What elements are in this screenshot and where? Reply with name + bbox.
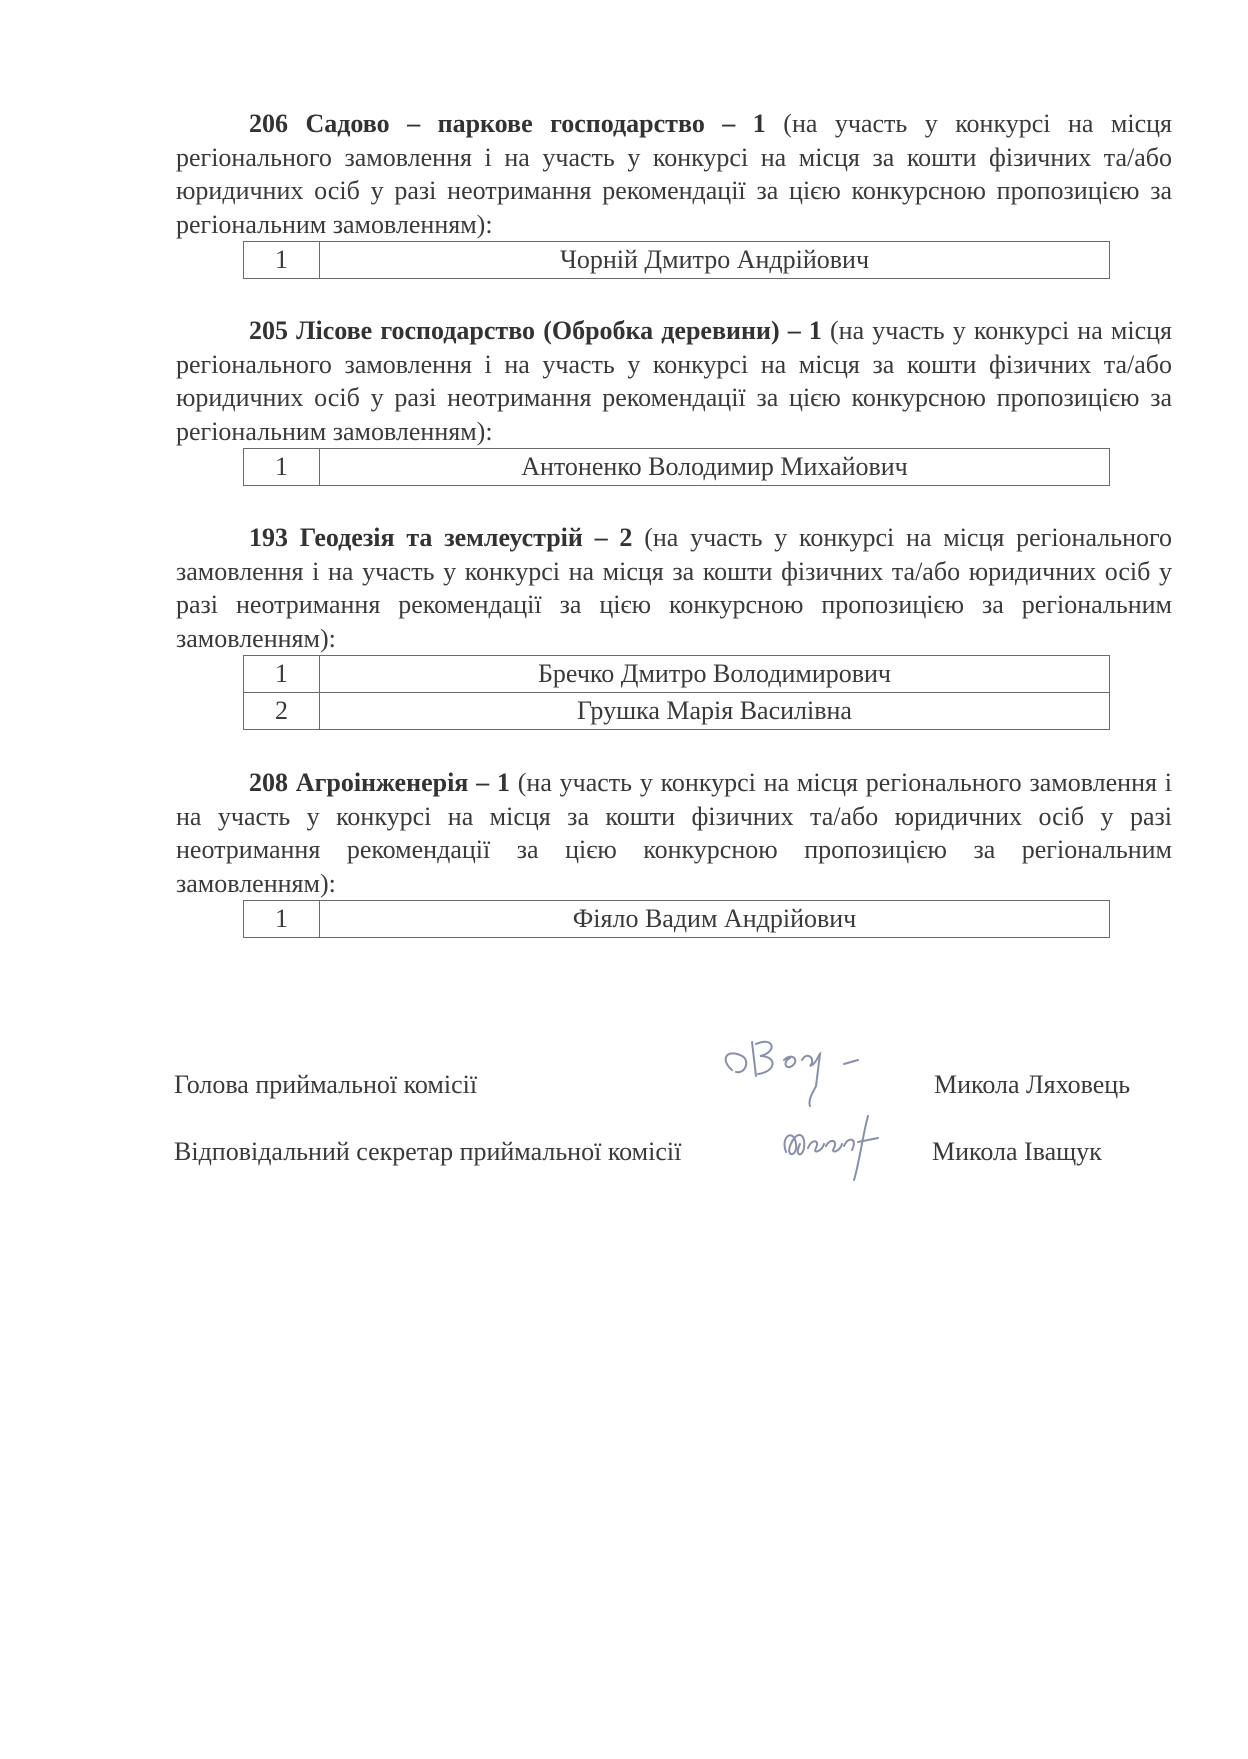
row-number: 1 xyxy=(244,449,320,486)
specialty-paragraph xyxy=(176,314,1172,448)
signature-block-secretary xyxy=(0,1137,1248,1177)
table-row xyxy=(244,693,1110,730)
signatory-role: Відповідальний секретар приймальної комісії xyxy=(174,1137,682,1166)
applicant-name: Чорній Дмитро Андрійович xyxy=(320,242,1110,279)
applicants-table xyxy=(243,448,1110,486)
specialty-paragraph xyxy=(176,521,1172,655)
applicants-table xyxy=(243,655,1110,730)
handwritten-signature-secretary xyxy=(778,1108,898,1188)
specialty-section-208 xyxy=(176,766,1172,938)
specialty-heading: 206 Садово – паркове господарство – 1 xyxy=(249,109,766,138)
signature-block-chair xyxy=(0,1070,1248,1110)
row-number: 1 xyxy=(244,656,320,693)
row-number: 1 xyxy=(244,901,320,938)
signatory-name: Микола Ляховець xyxy=(934,1070,1131,1099)
specialty-heading: 205 Лісове господарство (Обробка деревини) – 1 xyxy=(249,316,822,345)
signatory-role: Голова приймальної комісії xyxy=(174,1070,478,1099)
table-row xyxy=(244,656,1110,693)
table-row xyxy=(244,242,1110,279)
applicants-table xyxy=(243,900,1110,938)
applicant-name: Грушка Марія Василівна xyxy=(320,693,1110,730)
specialty-description: (на участь у конкурсі на місця регіонального замовлення і на участь у конкурсі на місця за кошти фізичних та/або юридичних осіб у разі неотримання рекомендації за цією конкурсною пропозицією за регіональним замовленням): xyxy=(176,523,1172,653)
specialty-paragraph xyxy=(176,107,1172,241)
applicant-name: Фіяло Вадим Андрійович xyxy=(320,901,1110,938)
specialty-paragraph xyxy=(176,766,1172,900)
handwritten-signature-chair xyxy=(712,1030,882,1110)
table-row xyxy=(244,901,1110,938)
specialty-section-206 xyxy=(176,107,1172,279)
applicant-name: Бречко Дмитро Володимирович xyxy=(320,656,1110,693)
specialty-description: (на участь у конкурсі на місця регіонального замовлення і на участь у конкурсі на місця за кошти фізичних та/або юридичних осіб у разі неотримання рекомендації за цією конкурсною пропозицією за регіональним замовленням): xyxy=(176,109,1172,239)
specialty-description: (на участь у конкурсі на місця регіонального замовлення і на участь у конкурсі на місця за кошти фізичних та/або юридичних осіб у разі неотримання рекомендації за цією конкурсною пропозицією за регіональним замовленням): xyxy=(176,316,1172,446)
specialty-heading: 193 Геодезія та землеустрій – 2 xyxy=(249,523,633,552)
row-number: 2 xyxy=(244,693,320,730)
specialty-heading: 208 Агроінженерія – 1 xyxy=(249,768,510,797)
applicant-name: Антоненко Володимир Михайович xyxy=(320,449,1110,486)
signatory-name: Микола Іващук xyxy=(932,1137,1102,1166)
applicants-table xyxy=(243,241,1110,279)
row-number: 1 xyxy=(244,242,320,279)
specialty-description: (на участь у конкурсі на місця регіонального замовлення і на участь у конкурсі на місця за кошти фізичних та/або юридичних осіб у разі неотримання рекомендації за цією конкурсною пропозицією за регіональним замовленням): xyxy=(176,768,1172,898)
specialty-section-205 xyxy=(176,314,1172,486)
table-row xyxy=(244,449,1110,486)
specialty-section-193 xyxy=(176,521,1172,730)
